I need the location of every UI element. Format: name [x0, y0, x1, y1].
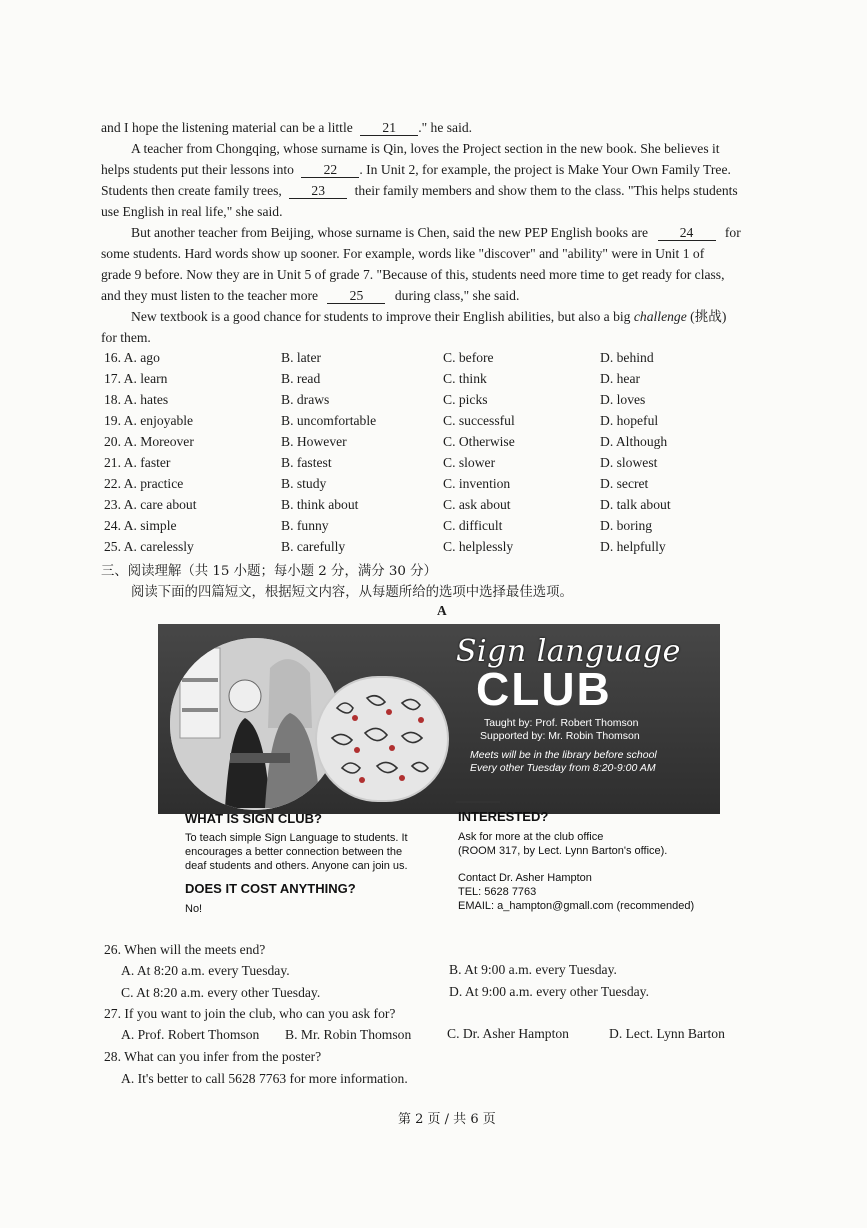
photo-background	[170, 638, 340, 810]
option-16-a: 16. A. ago	[104, 350, 160, 365]
option-23-d: D. talk about	[600, 497, 671, 512]
club-title-script: Sign language	[456, 634, 681, 669]
blank-25: 25	[327, 288, 385, 304]
option-20-b: B. However	[281, 434, 347, 449]
passage-line-11: for them.	[101, 330, 151, 345]
what-heading: WHAT IS SIGN CLUB?	[185, 811, 322, 826]
contact-email: EMAIL: a_hampton@gmall.com (recommended)	[458, 900, 695, 912]
option-16-d: D. behind	[600, 350, 654, 365]
taught-by: Taught by: Prof. Robert Thomson	[484, 717, 639, 729]
option-17-d: D. hear	[600, 371, 641, 386]
question-28-a: A. It's better to call 5628 7763 for more information.	[121, 1071, 408, 1086]
section-title: 三、阅读理解（共 15 小题；每小题 2 分，满分 30 分）	[101, 564, 437, 579]
passage-text: (挑战)	[690, 309, 727, 324]
passage-line-3	[101, 159, 731, 180]
passage-line-6	[131, 222, 741, 243]
option-23-c: C. ask about	[443, 497, 511, 512]
blank-21: 21	[360, 120, 418, 136]
option-21-b: B. fastest	[281, 455, 332, 470]
passage-text: But another teacher from Beijing, whose surname is Chen, said the new PEP English books are	[131, 225, 649, 240]
passage-text: and I hope the listening material can be a little	[101, 120, 353, 135]
part-label: A	[437, 603, 447, 618]
passage-line-4	[101, 180, 738, 201]
option-20-d: D. Although	[600, 434, 668, 449]
passage-line-10	[131, 306, 726, 327]
option-24-a: 24. A. simple	[104, 518, 177, 533]
option-19-a: 19. A. enjoyable	[104, 413, 194, 428]
cost-heading: DOES IT COST ANYTHING?	[185, 881, 356, 896]
option-22-d: D. secret	[600, 476, 649, 491]
option-18-d: D. loves	[600, 392, 646, 407]
question-27-b: B. Mr. Robin Thomson	[285, 1027, 412, 1042]
passage-line-7: some students. Hard words show up sooner. For example, words like "discover" and "ability" were in Unit 1 of	[101, 246, 705, 261]
passage-text: ." he said.	[418, 120, 473, 135]
question-27-a: A. Prof. Robert Thomson	[121, 1027, 260, 1042]
option-17-c: C. think	[443, 371, 487, 386]
question-27-d: D. Lect. Lynn Barton	[609, 1026, 725, 1041]
option-18-c: C. picks	[443, 392, 488, 407]
option-19-d: D. hopeful	[600, 413, 659, 428]
what-line-2: encourages a better connection between the	[185, 846, 403, 858]
hand-sign-circle	[315, 676, 449, 802]
option-22-a: 22. A. practice	[104, 476, 184, 491]
people-photo-icon	[170, 638, 340, 810]
option-21-a: 21. A. faster	[104, 455, 171, 470]
question-28: 28. What can you infer from the poster?	[104, 1049, 322, 1064]
option-21-d: D. slowest	[600, 455, 658, 470]
option-16-b: B. later	[281, 350, 322, 365]
hand-signs-icon	[317, 678, 447, 800]
option-25-d: D. helpfully	[600, 539, 666, 554]
passage-line-8: grade 9 before. Now they are in Unit 5 of grade 7. "Because of this, students need more time to get ready for class,	[101, 267, 725, 282]
option-24-d: D. boring	[600, 518, 653, 533]
option-23-a: 23. A. care about	[104, 497, 197, 512]
blank-23: 23	[289, 183, 347, 199]
question-26-a: A. At 8:20 a.m. every Tuesday.	[121, 963, 290, 978]
blank-22: 22	[301, 162, 359, 178]
option-16-c: C. before	[443, 350, 494, 365]
question-27-c: C. Dr. Asher Hampton	[447, 1026, 569, 1041]
option-18-a: 18. A. hates	[104, 392, 169, 407]
question-26: 26. When will the meets end?	[104, 942, 266, 957]
what-line-1: To teach simple Sign Language to students. It	[185, 832, 408, 844]
option-18-b: B. draws	[281, 392, 330, 407]
passage-line-2: A teacher from Chongqing, whose surname is Qin, loves the Project section in the new book. She believes it	[131, 141, 720, 156]
passage-line-9	[101, 285, 519, 306]
passage-text: . In Unit 2, for example, the project is Make Your Own Family Tree.	[359, 162, 731, 177]
option-21-c: C. slower	[443, 455, 496, 470]
interested-heading: INTERESTED?	[458, 809, 549, 824]
passage-text: and they must listen to the teacher more	[101, 288, 319, 303]
passage-text: New textbook is a good chance for students to improve their English abilities, but also a big	[131, 309, 631, 324]
emphasis-word: challenge	[633, 309, 687, 324]
option-24-b: B. funny	[281, 518, 329, 533]
option-17-b: B. read	[281, 371, 321, 386]
supported-by: Supported by: Mr. Robin Thomson	[480, 730, 640, 742]
option-20-c: C. Otherwise	[443, 434, 515, 449]
passage-line-1	[101, 117, 472, 138]
option-25-c: C. helplessly	[443, 539, 514, 554]
question-26-c: C. At 8:20 a.m. every other Tuesday.	[121, 985, 321, 1000]
question-27: 27. If you want to join the club, who can you ask for?	[104, 1006, 396, 1021]
option-20-a: 20. A. Moreover	[104, 434, 194, 449]
what-line-3: deaf students and others. Anyone can join us.	[185, 860, 408, 872]
option-17-a: 17. A. learn	[104, 371, 168, 386]
divider-line	[456, 801, 500, 803]
interested-line-2: (ROOM 317, by Lect. Lynn Barton's office).	[458, 845, 668, 857]
interested-line-1: Ask for more at the club office	[458, 831, 604, 843]
option-25-a: 25. A. carelessly	[104, 539, 194, 554]
passage-text: for	[724, 225, 741, 240]
passage-text: Students then create family trees,	[101, 183, 282, 198]
cost-answer: No!	[185, 903, 203, 915]
passage-text: their family members and show them to the class. "This helps students	[354, 183, 738, 198]
option-22-c: C. invention	[443, 476, 511, 491]
option-23-b: B. think about	[281, 497, 359, 512]
option-25-b: B. carefully	[281, 539, 346, 554]
blank-24: 24	[658, 225, 716, 241]
option-24-c: C. difficult	[443, 518, 503, 533]
poster-banner	[158, 624, 720, 814]
meets-time: Every other Tuesday from 8:20-9:00 AM	[470, 762, 656, 774]
passage-text: helps students put their lessons into	[101, 162, 294, 177]
passage-text: during class," she said.	[394, 288, 520, 303]
page-footer: 第 2 页 / 共 6 页	[398, 1112, 496, 1127]
option-22-b: B. study	[281, 476, 327, 491]
passage-line-5: use English in real life," she said.	[101, 204, 283, 219]
question-26-d: D. At 9:00 a.m. every other Tuesday.	[449, 984, 649, 999]
club-title: CLUB	[476, 663, 612, 715]
option-19-b: B. uncomfortable	[281, 413, 377, 428]
section-instruction: 阅读下面的四篇短文，根据短文内容，从每题所给的选项中选择最佳选项。	[131, 585, 573, 600]
contact-name: Contact Dr. Asher Hampton	[458, 872, 592, 884]
contact-tel: TEL: 5628 7763	[458, 886, 537, 898]
option-19-c: C. successful	[443, 413, 515, 428]
question-26-b: B. At 9:00 a.m. every Tuesday.	[449, 962, 617, 977]
meets-location: Meets will be in the library before school	[470, 749, 657, 761]
